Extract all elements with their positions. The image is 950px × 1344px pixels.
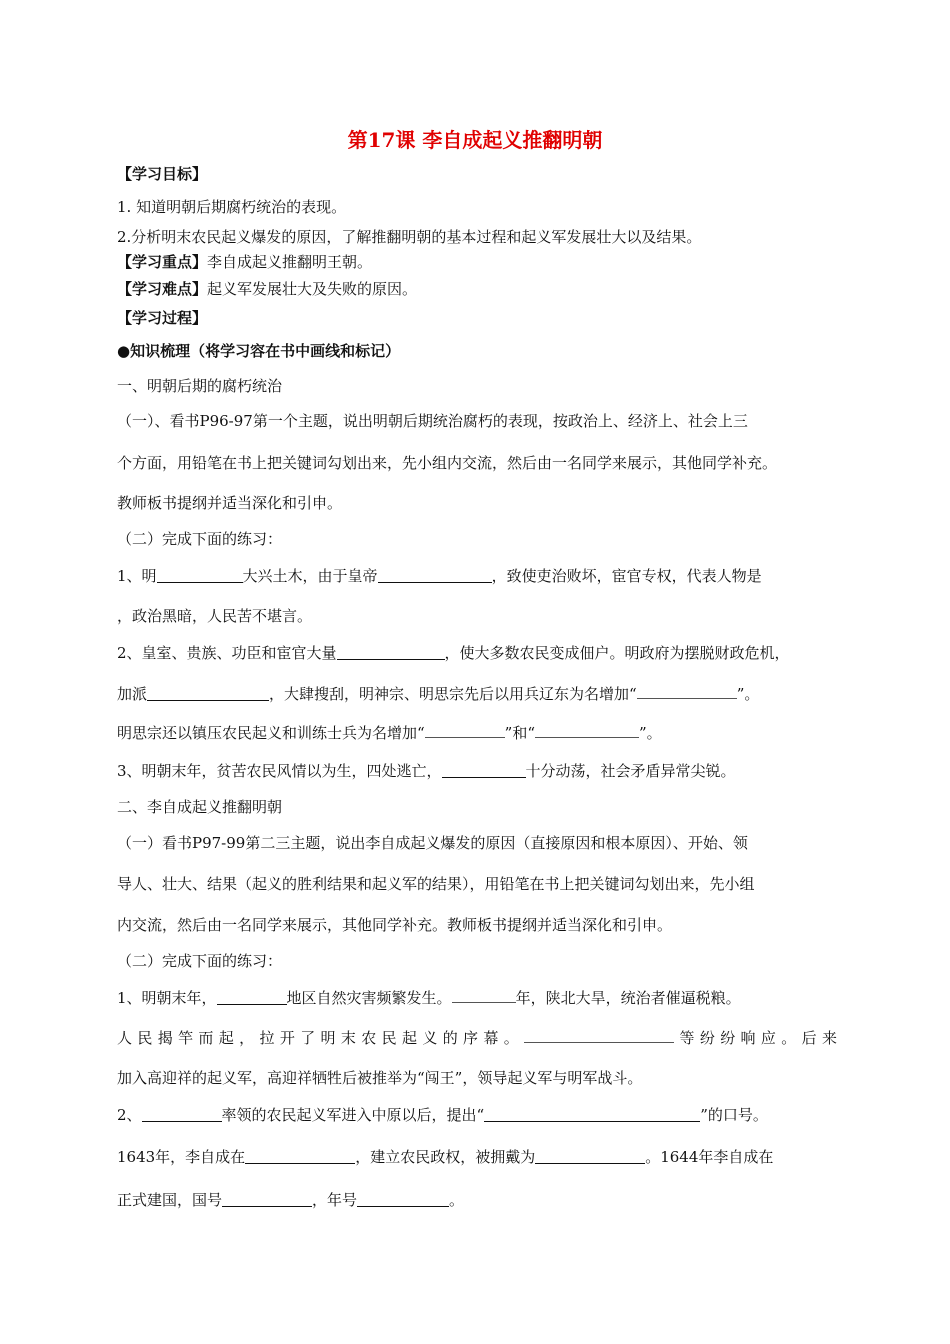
blank-field[interactable] [535,1148,645,1164]
section-2-title: 二、李自成起义推翻明朝 [117,798,283,816]
blank-field[interactable] [524,1030,674,1043]
section-1-para-line1: （一）、看书P96-97第一个主题，说出明朝后期统治腐朽的表现，按政治上、经济上、社会上三 [117,412,748,430]
text: 等纷纷响应。后来 [674,1029,837,1047]
s1-question-2-line2 [117,683,759,704]
text: 年，陕北大旱，统治者催逼税粮。 [515,989,741,1007]
blank-field[interactable] [425,725,505,738]
section-1-para-line3: 教师板书提纲并适当深化和引申。 [117,494,343,512]
blank-field[interactable] [147,685,269,701]
blank-field[interactable] [442,762,526,778]
text: 1643年，李自成在 [117,1148,246,1166]
section-2-para-line2: 导人、壮大、结果（起义的胜利结果和起义军的结果），用铅笔在书上把关键词勾划出来，先小组 [117,875,755,893]
text: ”。 [736,685,760,703]
s2-question-1-line1 [117,987,741,1008]
section-2-para-line3: 内交流，然后由一名同学来展示，其他同学补充。教师板书提纲并适当深化和引申。 [117,916,673,934]
key-label: 【学习重点】 [117,253,208,271]
s1-question-2-line3 [117,722,662,743]
blank-field[interactable] [484,1106,700,1122]
blank-field[interactable] [357,1191,449,1207]
text: 。1644年李自成在 [645,1148,774,1166]
text: 1、明 [117,567,157,585]
section-1-exercise-heading: （二）完成下面的练习： [117,530,283,548]
text: 十分动荡，社会矛盾异常尖锐。 [525,762,736,780]
text: 正式建国，国号 [117,1191,223,1209]
section-1-para-line2: 个方面，用铅笔在书上把关键词勾划出来，先小组内交流，然后由一名同学来展示，其他同学补充。 [117,454,778,472]
text: ，年号 [312,1191,358,1209]
s1-question-2-line1 [117,642,790,663]
text: ，致使吏治败坏，宦官专权，代表人物是 [491,567,762,585]
blank-field[interactable] [637,686,737,699]
text: 2、 [117,1106,142,1124]
text: 地区自然灾害频繁发生。 [286,989,452,1007]
process-header: 【学习过程】 [117,309,208,327]
text: 1、明朝末年， [117,989,217,1007]
difficulty-text: 起义军发展壮大及失败的原因。 [207,280,418,298]
section-1-title: 一、明朝后期的腐朽统治 [117,377,283,395]
text: ，建立农民政权，被拥戴为 [355,1148,536,1166]
goals-header: 【学习目标】 [117,165,208,183]
s2-question-1-line3: 加入高迎祥的起义军，高迎祥牺牲后被推举为“闯王”，领导起义军与明军战斗。 [117,1069,643,1087]
s2-question-2-line1 [117,1104,768,1125]
text: 。 [449,1191,465,1209]
difficulty-point [117,278,417,299]
blank-field[interactable] [217,989,287,1005]
s2-question-1-line2 [117,1027,837,1048]
text: ”和“ [504,724,536,742]
s1-question-1-line2: ，政治黑暗，人民苦不堪言。 [117,607,313,625]
blank-field[interactable] [452,990,516,1003]
text: 2、皇室、贵族、功臣和宦官大量 [117,644,337,662]
blank-field[interactable] [337,644,445,660]
key-text: 李自成起义推翻明王朝。 [207,253,373,271]
text: 明思宗还以镇压农民起义和训练士兵为名增加“ [117,724,425,742]
text: ，大肆搜刮，明神宗、明思宗先后以用兵辽东为名增加“ [269,685,637,703]
difficulty-label: 【学习难点】 [117,280,208,298]
s1-question-1-line1 [117,565,762,586]
blank-field[interactable] [245,1148,355,1164]
text: 人民揭竿而起，拉开了明末农民起义的序幕。 [117,1029,525,1047]
s2-question-2-line2 [117,1146,773,1167]
text: ，使大多数农民变成佃户。明政府为摆脱财政危机， [444,644,790,662]
section-2-exercise-heading: （二）完成下面的练习： [117,952,283,970]
blank-field[interactable] [378,567,492,583]
key-point [117,251,372,272]
text: ”。 [639,724,662,742]
page-title: 第17课 李自成起义推翻明朝 [347,128,603,152]
s1-question-3 [117,760,736,781]
blank-field[interactable] [535,725,639,738]
s2-question-2-line3 [117,1189,464,1210]
text: 大兴土木，由于皇帝 [242,567,378,585]
text: 加派 [117,685,148,703]
knowledge-heading: ●知识梳理（将学习容在书中画线和标记） [117,342,401,360]
blank-field[interactable] [142,1106,222,1122]
blank-field[interactable] [222,1191,312,1207]
blank-field[interactable] [157,567,243,583]
section-2-para-line1: （一）看书P97-99第二三主题，说出李自成起义爆发的原因（直接原因和根本原因）、开始、领 [117,834,748,852]
goal-1: 1. 知道明朝后期腐朽统治的表现。 [117,198,347,216]
text: 3、明朝末年，贫苦农民风情以为生，四处逃亡， [117,762,442,780]
text: ”的口号。 [700,1106,768,1124]
text: 率领的农民起义军进入中原以后，提出“ [221,1106,485,1124]
goal-2: 2.分析明末农民起义爆发的原因，了解推翻明朝的基本过程和起义军发展壮大以及结果。 [117,228,702,246]
